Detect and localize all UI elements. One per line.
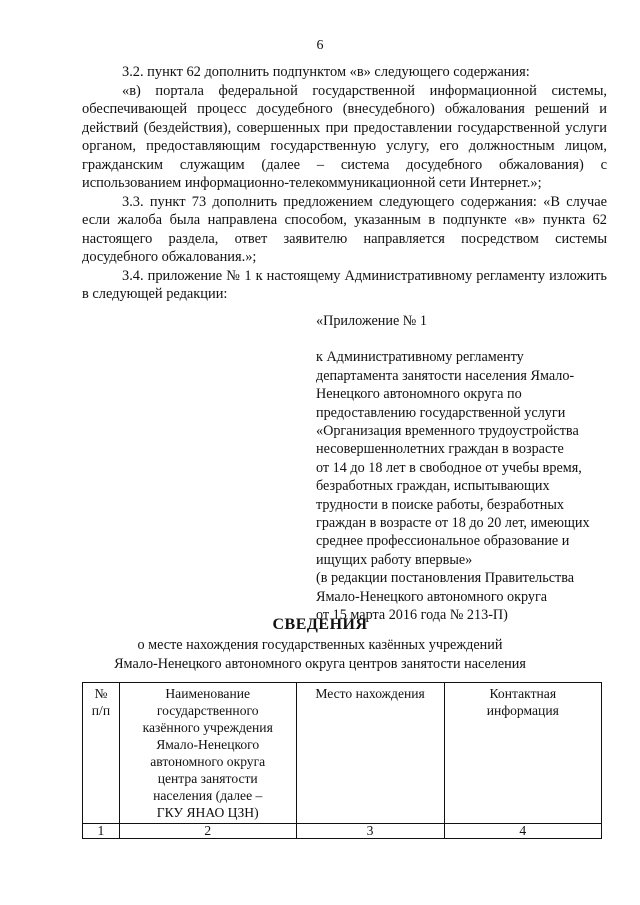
paragraph-3-2: 3.2. пункт 62 дополнить подпунктом «в» следующего содержания: [122,64,530,80]
appendix-line: Ненецкого автономного округа по [316,386,522,403]
column-number-cell: 2 [119,824,296,839]
appendix-line: (в редакции постановления Правительства [316,570,575,587]
page-number: 6 [316,38,324,53]
table-numbering-row [83,824,602,839]
column-number-cell: 3 [296,824,444,839]
appendix-line: от 14 до 18 лет в свободное от учебы время, [316,459,582,476]
institutions-table [82,682,602,839]
appendix-line: департамента занятости населения Ямало- [316,367,575,384]
column-header-name: Наименование государственного казённого учреждения Ямало-Ненецкого автономного округа центра занятости населения (далее – ГКУ ЯНАО ЦЗН) [119,683,296,824]
paragraph-3-4: 3.4. приложение № 1 к настоящему Административному регламенту изложить в следующей редакции: [82,267,607,302]
appendix-line: от 15 марта 2016 года № 213-П) [316,607,508,624]
appendix-line: среднее профессиональное образование и [316,533,570,550]
section-heading: СВЕДЕНИЯ [272,616,368,633]
amendment-text [82,63,607,304]
appendix-line: «Организация временного трудоустройства [316,423,579,440]
paragraph-3-3: 3.3. пункт 73 дополнить предложением следующего содержания: «В случае если жалоба была направлена способом, указанным в подпункте «в» пункта 62 настоящего раздела, ответ заявителю направляется посредством системы досудебного обжалования.»; [82,193,607,265]
appendix-line: безработных граждан, испытывающих [316,478,550,495]
column-header-number: № п/п [83,683,120,824]
subheading-line: Ямало-Ненецкого автономного округа центров занятости населения [114,655,526,672]
appendix-line: к Административному регламенту [316,349,524,366]
column-number-cell: 1 [83,824,120,839]
appendix-line: трудности в поиске работы, безработных [316,496,564,513]
appendix-line: Ямало-Ненецкого автономного округа [316,588,548,605]
paragraph-subpoint-v: «в) портала федеральной государственной информационной системы, обеспечивающей процесс досудебного (внесудебного) обжалования решений и действий (бездействия), совершенных при предоставлении государственной услуги органом, предоставляющим государственную услугу, его должностным лицом, гражданским служащим (далее – система досудебного обжалования) с использованием информационно-телекоммуникационной сети Интернет.»; [82,82,607,191]
appendix-line: ищущих работу впервые» [316,551,473,568]
table-header-row [83,683,602,824]
appendix-line: несовершеннолетних граждан в возрасте [316,441,564,458]
appendix-title: «Приложение № 1 [316,313,427,329]
appendix-reference [316,312,611,625]
column-header-location: Место нахождения [296,683,444,824]
section-subheading [0,636,640,673]
column-header-contact: Контактная информация [444,683,601,824]
subheading-line: о месте нахождения государственных казённых учреждений [137,637,503,653]
column-number-cell: 4 [444,824,601,839]
appendix-line: предоставлению государственной услуги [316,404,566,421]
appendix-line: граждан в возрасте от 18 до 20 лет, имеющих [316,515,590,532]
